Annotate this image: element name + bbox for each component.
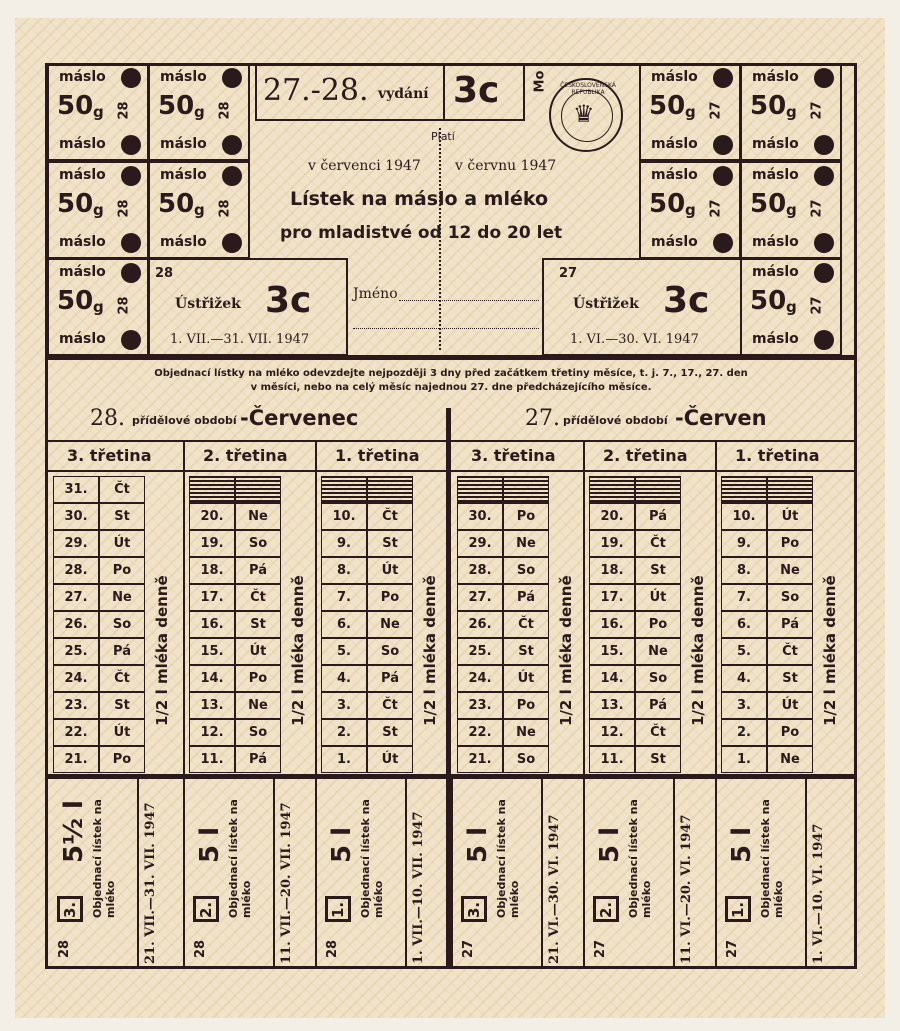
butter-amount: 50 [649,189,686,219]
punch-dot-icon [121,68,141,88]
butter-period: 28 [116,199,132,218]
butter-period: 27 [809,101,825,120]
weekday-cell: St [367,719,413,746]
weekday-cell: Ne [503,530,549,557]
order-period: 27 [461,939,476,958]
order-separator [183,779,185,969]
third-label: 1. třetina [335,446,420,465]
day-number-cell: 22. [53,719,99,746]
weekday-cell: So [99,611,145,638]
day-number-cell: 12. [589,719,635,746]
milk-daily-note: 1/2 l mléka denně [557,575,575,726]
weekday-cell: Ne [99,584,145,611]
butter-unit: g [786,201,797,219]
perforation-line [439,128,441,350]
weekday-cell: Pá [767,611,813,638]
order-divider [805,779,807,969]
order-third: 1. [729,901,747,918]
punch-dot-icon [713,166,733,186]
third-label: 1. třetina [735,446,820,465]
stub-left-label: Ústřižek [175,296,241,312]
day-number-cell: 1. [321,746,367,773]
butter-unit: g [93,201,104,219]
butter-amount: 50 [750,91,787,121]
butter-period: 28 [116,296,132,315]
weekday-cell: Út [367,557,413,584]
order-separator [315,779,317,969]
weekday-cell: Po [99,746,145,773]
weekday-cell: Ne [367,611,413,638]
hatched-cell [589,476,635,503]
butter-unit: g [93,103,104,121]
weekday-cell: Út [99,719,145,746]
weekday-cell: Čt [99,476,145,503]
day-number-cell: 15. [589,638,635,665]
period-right-month: -Červen [675,406,767,430]
weekday-cell: St [235,611,281,638]
milk-daily-note: 1/2 l mléka denně [821,575,839,726]
day-number-cell: 6. [321,611,367,638]
butter-unit: g [685,201,696,219]
weekday-cell: Út [99,530,145,557]
day-number-cell: 24. [457,665,503,692]
header-separator [45,355,857,360]
third-label: 3. třetina [471,446,556,465]
day-number-cell: 20. [189,503,235,530]
butter-label-bottom: máslo [160,234,207,250]
butter-label-top: máslo [651,69,698,85]
order-label: Objednací lístek na mléko [227,799,253,918]
weekday-cell: Ne [503,719,549,746]
order-third: 1. [329,901,347,918]
order-amount: 5 l [195,826,225,863]
period-right-number: 27. [525,406,560,431]
order-amount: 5 l [463,826,493,863]
order-separator [583,779,585,969]
day-number-cell: 1. [721,746,767,773]
weekday-cell: Pá [367,665,413,692]
butter-amount: 50 [750,189,787,219]
butter-label-bottom: máslo [59,136,106,152]
weekday-cell: Ne [767,746,813,773]
period-left-number: 28. [90,406,125,431]
card-code: 3c [453,70,500,111]
day-number-cell: 5. [321,638,367,665]
butter-period: 28 [116,101,132,120]
butter-unit: g [93,298,104,316]
hatched-cell [503,476,549,503]
day-number-cell: 26. [457,611,503,638]
stub-right-code: 3c [663,280,710,321]
day-number-cell: 17. [589,584,635,611]
weekday-cell: Út [767,503,813,530]
weekday-cell: Po [767,719,813,746]
butter-period: 28 [217,101,233,120]
day-number-cell: 30. [53,503,99,530]
order-amount: 5½ l [59,800,89,863]
day-number-cell: 2. [321,719,367,746]
hatched-cell [635,476,681,503]
day-number-cell: 10. [721,503,767,530]
day-number-cell: 9. [721,530,767,557]
third-label: 3. třetina [67,446,152,465]
punch-dot-icon [814,263,834,283]
weekday-cell: St [503,638,549,665]
day-number-cell: 27. [53,584,99,611]
stub-left-number: 28 [155,266,174,281]
butter-unit: g [786,298,797,316]
weekday-cell: Pá [635,503,681,530]
notice-line1: Objednací lístky na mléko odevzdejte nejpozději 3 dny před začátkem třetiny měsíce, t. j. 7., 17., 27. den [154,368,748,379]
weekday-cell: Út [503,665,549,692]
order-divider [405,779,407,969]
weekday-cell: Čt [767,638,813,665]
day-number-cell: 3. [321,692,367,719]
punch-dot-icon [121,263,141,283]
butter-period: 27 [809,296,825,315]
punch-dot-icon [713,135,733,155]
weekday-cell: St [99,503,145,530]
punch-dot-icon [222,233,242,253]
valid-label: Platí [431,130,455,143]
punch-dot-icon [713,68,733,88]
weekday-cell: So [235,530,281,557]
milk-daily-note: 1/2 l mléka denně [421,575,439,726]
weekday-cell: Po [367,584,413,611]
butter-label-top: máslo [752,69,799,85]
day-number-cell: 29. [457,530,503,557]
weekday-cell: Po [767,530,813,557]
third-divider [183,440,185,779]
butter-label-top: máslo [752,167,799,183]
order-period: 28 [57,939,72,958]
punch-dot-icon [713,233,733,253]
order-third: 2. [597,901,615,918]
punch-dot-icon [814,330,834,350]
order-label: Objednací lístek na mléko [759,799,785,918]
punch-dot-icon [121,135,141,155]
day-number-cell: 11. [589,746,635,773]
butter-amount: 50 [750,286,787,316]
butter-label-bottom: máslo [752,136,799,152]
weekday-cell: St [635,557,681,584]
butter-label-bottom: máslo [651,136,698,152]
day-number-cell: 10. [321,503,367,530]
order-divider [673,779,675,969]
weekday-cell: So [235,719,281,746]
stub-right-label: Ústřižek [573,296,639,312]
order-period: 27 [725,939,740,958]
weekday-cell: Po [99,557,145,584]
weekday-cell: Čt [235,584,281,611]
day-number-cell: 4. [721,665,767,692]
stub-left-dates: 1. VII.—31. VII. 1947 [170,332,310,347]
butter-label-bottom: máslo [752,234,799,250]
order-separator [715,779,717,969]
day-number-cell: 24. [53,665,99,692]
weekday-cell: So [367,638,413,665]
day-number-cell: 11. [189,746,235,773]
day-number-cell: 4. [321,665,367,692]
order-period: 27 [593,939,608,958]
day-number-cell: 27. [457,584,503,611]
weekday-cell: Pá [235,746,281,773]
weekday-cell: Čt [367,503,413,530]
butter-label-top: máslo [752,264,799,280]
butter-label-top: máslo [59,69,106,85]
butter-label-bottom: máslo [752,331,799,347]
order-third: 3. [465,901,483,918]
weekday-cell: Pá [635,692,681,719]
third-divider [715,440,717,779]
hatched-cell [321,476,367,503]
order-period: 28 [193,939,208,958]
milk-daily-note: 1/2 l mléka denně [153,575,171,726]
day-number-cell: 23. [457,692,503,719]
butter-label-top: máslo [59,264,106,280]
butter-label-bottom: máslo [160,136,207,152]
day-number-cell: 9. [321,530,367,557]
day-number-cell: 6. [721,611,767,638]
weekday-cell: Čt [367,692,413,719]
order-label: Objednací lístek na mléko [91,799,117,918]
weekday-cell: Út [367,746,413,773]
weekday-cell: Čt [635,530,681,557]
punch-dot-icon [814,233,834,253]
punch-dot-icon [121,166,141,186]
valid-right: v červnu 1947 [455,158,557,174]
hatched-cell [457,476,503,503]
day-number-cell: 25. [457,638,503,665]
order-divider [137,779,139,969]
weekday-cell: Ne [767,557,813,584]
day-number-cell: 21. [53,746,99,773]
butter-period: 27 [708,199,724,218]
day-number-cell: 8. [321,557,367,584]
day-number-cell: 19. [189,530,235,557]
weekday-cell: Ne [235,503,281,530]
day-number-cell: 18. [589,557,635,584]
punch-dot-icon [222,166,242,186]
weekday-cell: Út [767,692,813,719]
day-number-cell: 16. [189,611,235,638]
butter-unit: g [194,201,205,219]
period-right-label: přídělové období [563,414,668,427]
hatched-cell [235,476,281,503]
day-number-cell: 17. [189,584,235,611]
day-number-cell: 28. [457,557,503,584]
punch-dot-icon [121,233,141,253]
order-dates: 1. VII.—10. VII. 1947 [411,811,426,964]
day-number-cell: 21. [457,746,503,773]
stub-left-code: 3c [265,280,312,321]
day-number-cell: 14. [589,665,635,692]
order-third: 2. [197,901,215,918]
weekday-cell: Čt [503,611,549,638]
punch-dot-icon [814,68,834,88]
day-number-cell: 15. [189,638,235,665]
order-label: Objednací lístek na mléko [359,799,385,918]
day-number-cell: 31. [53,476,99,503]
weekday-cell: So [767,584,813,611]
weekday-cell: Ne [235,692,281,719]
day-number-cell: 28. [53,557,99,584]
thirds-top-line [45,440,857,442]
punch-dot-icon [814,135,834,155]
mo-mark: Mo [532,70,548,93]
weekday-cell: Po [635,611,681,638]
day-number-cell: 20. [589,503,635,530]
third-divider [583,440,585,779]
weekday-cell: Pá [235,557,281,584]
weekday-cell: Út [635,584,681,611]
butter-label-top: máslo [651,167,698,183]
order-dates: 11. VII.—20. VII. 1947 [279,802,294,964]
butter-label-top: máslo [59,167,106,183]
order-amount: 5 l [727,826,757,863]
order-label: Objednací lístek na mléko [627,799,653,918]
order-third: 3. [61,901,79,918]
day-number-cell: 29. [53,530,99,557]
weekday-cell: Čt [635,719,681,746]
order-dates: 11. VI.—20. VI. 1947 [679,814,694,964]
butter-amount: 50 [57,189,94,219]
butter-unit: g [685,103,696,121]
punch-dot-icon [121,330,141,350]
hatched-cell [367,476,413,503]
card-title: Lístek na máslo a mléko [290,188,549,210]
order-label: Objednací lístek na mléko [495,799,521,918]
butter-unit: g [786,103,797,121]
butter-label-bottom: máslo [59,331,106,347]
day-number-cell: 12. [189,719,235,746]
punch-dot-icon [222,135,242,155]
weekday-cell: So [503,557,549,584]
punch-dot-icon [222,68,242,88]
day-number-cell: 30. [457,503,503,530]
order-amount: 5 l [327,826,357,863]
day-number-cell: 7. [721,584,767,611]
third-divider [315,440,317,779]
butter-label-bottom: máslo [59,234,106,250]
day-number-cell: 3. [721,692,767,719]
weekday-cell: Ne [635,638,681,665]
weekday-cell: St [635,746,681,773]
day-number-cell: 22. [457,719,503,746]
notice-line2: v měsíci, nebo na celý měsíc najednou 27. dne předcházejícího měsíce. [250,382,652,393]
weekday-cell: St [367,530,413,557]
day-number-cell: 2. [721,719,767,746]
butter-period: 28 [217,199,233,218]
weekday-cell: Po [503,503,549,530]
milk-daily-note: 1/2 l mléka denně [289,575,307,726]
weekday-cell: So [635,665,681,692]
butter-period: 27 [708,101,724,120]
ration-card [15,18,885,1018]
weekday-cell: Pá [503,584,549,611]
period-left-label: přídělové období [132,414,237,427]
weekday-cell: St [99,692,145,719]
weekday-cell: Po [503,692,549,719]
weekday-cell: Út [235,638,281,665]
butter-unit: g [194,103,205,121]
weekday-cell: Pá [99,638,145,665]
butter-amount: 50 [158,189,195,219]
stub-right-dates: 1. VI.—30. VI. 1947 [570,332,699,347]
day-number-cell: 13. [189,692,235,719]
butter-amount: 50 [57,286,94,316]
order-separator [451,779,453,969]
valid-left: v červenci 1947 [308,158,421,174]
order-divider [273,779,275,969]
day-number-cell: 18. [189,557,235,584]
card-subtitle: pro mladistvé od 12 do 20 let [280,223,563,243]
weekday-cell: So [503,746,549,773]
state-seal: ♛ ČESKOSLOVENSKÁ REPUBLIKA [549,78,623,152]
third-label: 2. třetina [603,446,688,465]
order-divider [541,779,543,969]
day-number-cell: 16. [589,611,635,638]
butter-amount: 50 [57,91,94,121]
hatched-cell [767,476,813,503]
day-number-cell: 5. [721,638,767,665]
weekday-cell: Čt [99,665,145,692]
name-field[interactable] [399,300,539,301]
weekday-cell: St [767,665,813,692]
butter-period: 27 [809,199,825,218]
day-number-cell: 19. [589,530,635,557]
milk-daily-note: 1/2 l mléka denně [689,575,707,726]
day-number-cell: 23. [53,692,99,719]
order-amount: 5 l [595,826,625,863]
butter-amount: 50 [649,91,686,121]
weekday-cell: Po [235,665,281,692]
butter-label-bottom: máslo [651,234,698,250]
name-field-line2 [353,328,539,329]
edition-number: 27.-28. [263,73,369,108]
order-dates: 1. VI.—10. VI. 1947 [811,823,826,964]
punch-dot-icon [814,166,834,186]
butter-amount: 50 [158,91,195,121]
day-number-cell: 25. [53,638,99,665]
order-dates: 21. VII.—31. VII. 1947 [143,802,158,964]
day-number-cell: 8. [721,557,767,584]
thirds-bottom-line [45,470,857,472]
day-number-cell: 26. [53,611,99,638]
butter-label-top: máslo [160,69,207,85]
seal-lion-icon: ♛ [573,100,595,128]
third-label: 2. třetina [203,446,288,465]
day-number-cell: 14. [189,665,235,692]
order-dates: 21. VI.—30. VI. 1947 [547,814,562,964]
edition-word: vydání [378,86,429,102]
order-period: 28 [325,939,340,958]
stub-right-number: 27 [559,266,578,281]
hatched-cell [721,476,767,503]
butter-label-top: máslo [160,167,207,183]
day-number-cell: 7. [321,584,367,611]
hatched-cell [189,476,235,503]
period-left-month: -Červenec [240,406,359,430]
name-label: Jméno [353,286,398,302]
day-number-cell: 13. [589,692,635,719]
